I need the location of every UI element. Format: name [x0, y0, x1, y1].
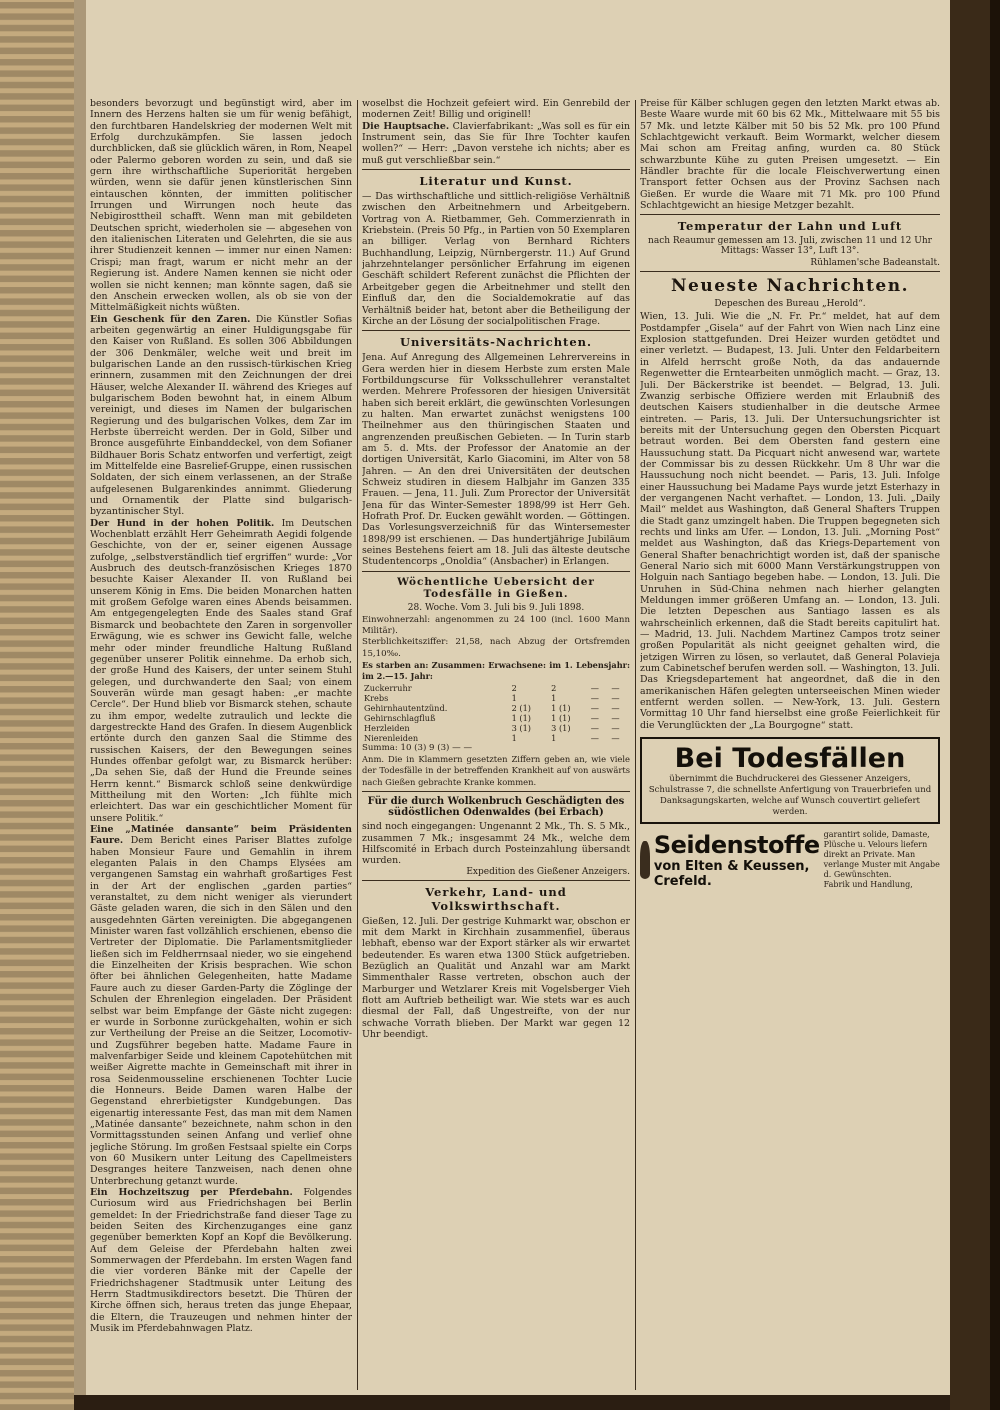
table-cell: Zuckerruhr [364, 682, 412, 693]
table-row [362, 683, 630, 693]
section-heading-odenwald: Für die durch Wolkenbruch Geschädigten des südöstlichen Odenwaldes (bei Erbach) [367, 796, 625, 819]
article-hauptsache-head: Die Hauptsache. [362, 120, 450, 132]
divider [640, 271, 940, 272]
table-cell: — [611, 722, 620, 733]
section-odenwald-body: sind noch eingegangen: Ungenannt 2 Mk., Th. S. 5 Mk., zusammen 7 Mk.; insgesammt 24 Mk., welche dem Hilfscomité in Erbach durch Posteinzahlung übersandt wurden. [362, 821, 630, 867]
article-hund [90, 518, 352, 824]
advertisement-seidenstoffe-title: Seidenstoffe [653, 831, 820, 860]
section-heading-nachrichten: Neueste Nachrichten. [670, 276, 910, 297]
todesfaelle-population: Einwohnerzahl: angenommen zu 24 100 (incl. 1600 Mann Militär). [362, 614, 630, 637]
table-row [362, 723, 630, 733]
table-cell: — [611, 692, 620, 703]
table-row [362, 733, 630, 743]
article-matinee-body: Dem Bericht eines Pariser Blattes zufolge haben Monsieur Faure und Gemahlin in ihrem eleganten Palais in den Champs Elysées am vergangenen Samstag ein wahrhaft großartiges Fest in der Art der englischen „garden parties“ veranstaltet, zu dem nicht weniger als vierundert Gäste geladen waren, die sich in den Sälen und den ausgedehnten Gärten vereinigten. Die abgegangenen Minister waren fast vollzählich erschienen, ebenso die Vertreter der Diplomatie. Die Parlamentsmitglieder ließen sich im Feldherrnsaal nieder, wo sie eingehend die Einzelheiten der Krisis besprachen. Wie schon öfter bei ähnlichen Gelegenheiten, hatte Madame Faure auch zu dieser Garden-Party die Zöglinge der Schulen der Ehrenlegion eingeladen. Der Präsident selbst war beim Empfange der Gäste nicht zugegen: er wurde in Sorbonne zurückgehalten, wohin er sich zur Vertheilung der Preise an die Seitzer, Locomotiv- und Zugsführer begeben hatte. Madame Faure in malvenfarbiger Seide und kleinem Capotehütchen mit weißer Aigrette machte in Gemeinschaft mit ihrer in rosa Seidenmousseline erschienenen Tochter Lucie die Honneurs. Beide Damen waren Halbe der Gegenstand ehrerbietigster Kundgebungen. Das eigenartig interessante Fest, das man mit dem Namen „Matinée dansante“ bezeichnete, nahm schon in den Vormittagsstunden seinen Anfang und verlief ohne jegliche Störung. Im großen Festsaal spielte ein Corps von 60 Musikern unter Leitung des Capellmeisters Desgranges heitere Tanzweisen, nach denen ohne Unterbrechung getanzt wurde. [90, 835, 352, 1187]
section-heading-universitaet: Universitäts-Nachrichten. [399, 335, 593, 350]
article-hund-head: Der Hund in der hohen Politik. [90, 517, 275, 529]
article-hauptsache-body: Clavierfabrikant: „Was soll es für ein Instrument sein, das Sie für Ihre Tochter kaufen wollen?“ — Herr: „Davon verstehe ich nichts; aber es muß gut verschließbar sein.“ [362, 120, 630, 166]
column-rule [635, 100, 636, 1390]
table-cell: Gehirnschlagfluß [364, 712, 436, 723]
temperatur-signature: Rühlamen'sche Badeanstalt. [810, 258, 940, 269]
table-cell: Herzleiden [364, 722, 410, 733]
article-hauptsache [362, 121, 630, 166]
table-cell: 2 [511, 682, 517, 693]
divider [362, 571, 630, 572]
divider [362, 880, 630, 881]
advertisement-seidenstoffe-firm: von Elten & Keussen, Crefeld. [653, 859, 810, 890]
table-cell: 1 (1) [511, 712, 531, 723]
market-report: Preise für Kälber schlugen gegen den letzten Markt etwas ab. Beste Waare wurde mit 60 bis 62 Mk., Mittelwaare mit 55 bis 57 Mk. und letzte Kälber mit 50 bis 52 Mk. pro 100 Pfund Schlachtgewicht verkauft. Beim Wormarkt, welcher diesem Mai schon am Freitag anfing, wurden ca. 80 Stück schwarzbunte Kühe zu guten Preisen umgesetzt. — Ein Händler brachte für die locale Fleischverwertung einen Transport fetter Ochsen aus der Provinz Sachsen nach Gießen. Er wurde die Waare mit 71 Mk. pro 100 Pfund Schlachtgewicht an hiesige Metzger bezahlt. [640, 98, 940, 212]
article-intro: besonders bevorzugt und begünstigt wird, aber im Innern des Herzens halten sie um für wenig befähigt, den furchtbaren Handelskrieg der modernen Welt mit Erfolg durchzukämpfen. Sie lassen jedoch durchblicken, daß sie glücklich wären, in Rom, Neapel oder Palermo geboren worden zu sein, und daß sie gern ihre wirthschaftliche Superiorität hergeben würden, wenn sie dafür jenen künstlerischen Sinn eintauschen könnten, der immitten politischer Irrungen und Wirrungen noch heute das Nebigirosttheil schafft. Wenn man mit gebildeten Deutschen spricht, wiederholen sie — abgesehen von den italienischen Literaten und Gelehrten, die sie aus ihrer Studienzeit kennen — immer nur einen Namen: Crispi; man fragt, warum er nicht mehr an der Regierung ist. Andere Namen kennen sie nicht oder wollen sie nicht kennen; man könnte sagen, daß sie den Anschein erwecken wollen, als ob sie von der Mittelmäßigkeit nichts wüßten. [90, 98, 352, 314]
table-cell: — [590, 722, 599, 733]
column-3 [640, 98, 940, 1392]
section-odenwald-signature: Expedition des Gießener Anzeigers. [466, 866, 630, 877]
section-heading-verkehr: Verkehr, Land- und Volkswirthschaft. [425, 884, 567, 913]
table-cell: — [590, 732, 599, 743]
table-cell: Gehirnhautentzünd. [364, 702, 448, 713]
table-cell: 3 (1) [551, 722, 571, 733]
table-cell: 1 [511, 732, 517, 743]
table-cell: — [590, 712, 599, 723]
article-zar [90, 314, 352, 518]
table-cell: 2 (1) [511, 702, 531, 713]
column-1 [90, 98, 352, 1392]
advertisement-seidenstoffe-text: garantirt solide, Damaste, Plüsche u. Velours liefern direkt an Private. Man verlange Muster mit Angabe d. Gewünschten. [823, 830, 940, 880]
todesfaelle-sum: Summa: 10 (3) 9 (3) — — [362, 742, 473, 753]
table-cell: 1 (1) [551, 702, 571, 713]
todesfaelle-note: Anm. Die in Klammern gesetzten Ziffern geben an, wie viele der Todesfälle in der betreffenden Krankheit auf von auswärts nach Gießen gebrachte Kranke kommen. [362, 754, 630, 787]
todesfaelle-table [362, 683, 630, 743]
table-cell: 3 (1) [511, 722, 531, 733]
table-cell: 2 [551, 682, 557, 693]
advertisement-todesfaelle-text: übernimmt die Buchdruckerei des Giessener Anzeigers, Schulstrasse 7, die schnellste Anfertigung von Trauerbriefen und Danksagungskarten, welche auf Wunsch couvertirt geliefert werden. [648, 774, 932, 818]
table-cell: 1 (1) [551, 712, 571, 723]
article-hund-body: Im Deutschen Wochenblatt erzählt Herr Geheimrath Aegidi folgende Geschichte, von der er, seiner eigenen Aussage zufolge, „selbstverständlich tief ergriffen“ wurde: „Vor Ausbruch des deutsch-französischen Krieges 1870 besuchte Kaiser Alexander II. von Rußland bei unserem König in Ems. Die beiden Monarchen hatten mit großem Gefolge waren eines Abends beisammen. Am entgegengelegten Ende des Saales stand Graf Bismarck und beobachtete den Zaren in sorgenvoller Erwägung, wie es schwer ins Gewicht falle, welche mehr oder minder freundliche Haltung Rußland gegenüber unserer Politik einnehme. Da erhob sich, der große Hund des Kaisers, der unter seinem Stuhl gelegen, und durchwanderte den Saal; von einem Souverän würde man gesagt haben: „er machte Cercle“. Der Hund blieb vor Bismarck stehen, schaute zu ihm empor, wedelte zutraulich und leckte die dargestreckte Hand des Grafen. In diesem Augenblick ertönte durch den ganzen Saal die Stimme des russischen Kaisers, der den Bewegungen seines Hundes offenbar gefolgt war, zu Bismarck herüber: „Da sehen Sie, daß der Hund die Freunde seines Herrn kennt.“ Bismarck schloß seine denkwürdige Mittheilung mit den Worten: „Ich fühlte mich erleichtert. Das war ein geschichtlicher Moment für unsere Politik.“ [90, 517, 352, 824]
table-cell: — [611, 682, 620, 693]
article-zar-body: Die Künstler Sofias arbeiten gegenwärtig an einer Huldigungsgabe für den Kaiser von Rußland. Es sollen 306 Abbildungen der 306 Denkmäler, welche weit und breit im bulgarischen Lande an den russisch-türkischen Krieg erinnern, zusammen mit den Zeichnungen der drei Häuser, welche Alexander II. während des Krieges auf bulgarischem Boden bewohnt hat, in einem Album vereinigt, und dieses im Namen der bulgarischen Regierung und des bulgarischen Volkes, dem Zar im Herbste überreicht werden. Der in Gold, Silber und Bronce ausgeführte Einbanddeckel, von dem Sofianer Bildhauer Boris Schatz entworfen und verfertigt, zeigt im Mittelfelde eine Basrelief-Gruppe, einen russischen Soldaten, der sich einem verlassenen, an der Straße aufgelesenen Bulgarenkindes annimmt. Gliederung und Ornamentik der Platte sind bulgarisch-byzantinischer Styl. [90, 313, 352, 518]
advertisement-seidenstoffe [640, 830, 940, 890]
temperatur-body: nach Reaumur gemessen am 13. Juli, zwischen 11 und 12 Uhr Mittags: Wasser 13°, Luft 13°. [648, 236, 932, 257]
table-cell: 1 [511, 692, 517, 703]
article-matinee [90, 824, 352, 1187]
divider [362, 791, 630, 792]
todesfaelle-rate: Sterblichkeitsziffer: 21,58, nach Abzug der Ortsfremden 15,10‰. [362, 637, 630, 659]
table-cell: — [590, 692, 599, 703]
table-row [362, 703, 630, 713]
divider [362, 169, 630, 170]
table-cell: — [611, 732, 620, 743]
table-cell: 1 [551, 732, 557, 743]
article-matinee-head: Eine „Matinée dansante“ beim Präsidenten Faure. [90, 824, 352, 847]
divider [362, 330, 630, 331]
table-cell: — [590, 702, 599, 713]
section-universitaet-body: Jena. Auf Anregung des Allgemeinen Lehrervereins in Gera werden hier in diesem Herbste zum ersten Male Fortbildungscurse für Volksschullehrer veranstaltet werden. Mehrere Professoren der hiesigen Universität haben sich bereit erklärt, die gewünschten Vorlesungen zu halten. Man erwartet zunächst wenigstens 100 Theilnehmer aus den thüringischen Staaten und angrenzenden preußischen Gebieten. — In Turin starb am 5. d. Mts. der Professor der Anatomie an der dortigen Universität, Karlo Giacomini, im Alter von 58 Jahren. — An den drei Universitäten der deutschen Schweiz studiren in diesem Halbjahr im Ganzen 335 Frauen. — Jena, 11. Juli. Zum Prorector der Universität Jena für das Winter-Semester 1898/99 ist Herr Geh. Hofrath Prof. Dr. Eucken gewählt worden. — Göttingen. Das Vorlesungsverzeichniß für das Wintersemester 1898/99 ist erschienen. — Das hundertjährige Jubiläum seines Bestehens feiert am 18. Juli das älteste deutsche Studentencorps „Onoldia“ (Ansbacher) in Erlangen. [362, 352, 630, 568]
nachrichten-source: Depeschen des Bureau „Herold“. [714, 299, 866, 310]
article-zar-head: Ein Geschenk für den Zaren. [90, 313, 251, 325]
section-heading-literatur: Literatur und Kunst. [419, 174, 573, 189]
table-cell: Nierenleiden [364, 732, 419, 743]
section-heading-temperatur: Temperatur der Lahn und Luft [677, 219, 903, 234]
table-row [362, 713, 630, 723]
column-rule [357, 100, 358, 1390]
section-verkehr-body: Gießen, 12. Juli. Der gestrige Kuhmarkt war, obschon er mit dem Markt in Kirchhain zusammenfiel, überaus lebhaft, ebenso war der Export stärker als wir erwartet bedeutender. Es waren etwa 1300 Stück aufgetrieben. Bezüglich an Qualität und Anzahl war am Markt Simmenthaler Rasse vertreten, obschon auch der Marburger und Wetzlarer Kreis mit Vogelsberger Vieh flott am Auftrieb betheiligt war. Wie stets war es auch diesmal der Fall, daß Ungestreifte, von der nur schwache Vorrath blieben. Der Markt war gegen 12 Uhr beendigt. [362, 915, 630, 1040]
section-literatur-body: — Das wirthschaftliche und sittlich-religiöse Verhältniß zwischen den Arbeitnehmern und Arbeitgebern. Vortrag von A. Rietbammer, Geh. Commerzienrath in Kriebstein. (Preis 50 Pfg., in Partien von 50 Exemplaren an billiger. Verlag von Bernhard Richters Buchhandlung, Leipzig, Nürnbergerstr. 11.) Auf Grund jahrzehntelanger persönlicher Erfahrung im eigenen Geschäft schildert Referent zunächst die Pflichten der Arbeitgeber gegen die Arbeitnehmer und stellt den Einfluß dar, den die Socialdemokratie auf das Verhältniß beider hat, betont aber die Betheiligung der Kirche an der Lösung der socialpolitischen Frage. [362, 191, 630, 327]
todesfaelle-header: Es starben an: Zusammen: Erwachsene: im 1. Lebensjahr: im 2.—15. Jahr: [362, 660, 630, 682]
column-2 [362, 98, 630, 1392]
table-row [362, 693, 630, 703]
company-logo-icon [640, 841, 650, 879]
article-genrebild: woselbst die Hochzeit gefeiert wird. Ein Genrebild der modernen Zeit! Billig und originell! [362, 98, 630, 121]
table-cell: — [611, 702, 620, 713]
section-heading-todesfaelle: Wöchentliche Uebersicht der Todesfälle in Gießen. [397, 575, 595, 600]
article-hochzeitszug-head: Ein Hochzeitszug per Pferdebahn. [90, 1187, 293, 1198]
advertisement-todesfaelle-title: Bei Todesfällen [674, 743, 906, 775]
table-cell: Krebs [364, 692, 389, 703]
article-hochzeitszug-body: Folgendes Curiosum wird aus Friedrichshagen bei Berlin gemeldet: In der Friedrichstraße fand dieser Tage zu beiden Seiten des Kirchenzuganges eine ganz gegenüber bemerkten Kopf an Kopf die Bevölkerung. Auf dem Geleise der Pferdebahn halten zwei Sommerwagen der Pferdebahn. Im ersten Wagen fand die vier vorderen Bänke mit der Capelle der Friedrichshagener Stadtmusik unter Leitung des Herrn Stadtmusikdirectors besetzt. Die Thüren der Kirche öffnen sich, heraus treten das junge Ehepaar, die Eltern, die Trauzeugen und nehmen hinter der Musik im Pferdebahnwagen Platz. [90, 1187, 352, 1335]
nachrichten-body: Wien, 13. Juli. Wie die „N. Fr. Pr.“ meldet, hat auf dem Postdampfer „Gisela“ auf der Fahrt von Wien nach Linz eine Explosion stattgefunden. Drei Heizer wurden getödtet und einer verletzt. — Budapest, 13. Juli. Unter den Feldarbeitern in Alfeld herrscht große Noth, da das andauernde Regenwetter die Erntearbeiten unmöglich macht. — Graz, 13. Juli. Der Bäckerstrike ist beendet. — Belgrad, 13. Juli. Zwanzig serbische Offiziere werden mit Erlaubniß des deutschen Kaisers studienhalber in die deutsche Armee eintreten. — Paris, 13. Juli. Der Untersuchungsrichter ist bereits mit der Untersuchung gegen den Obersten Picquart betraut worden. Bei dem Obersten fand gestern eine Haussuchung statt. Da Picquart nicht anwesend war, wartete der Commissar bis zu dessen Rückkehr. Um 8 Uhr war die Haussuchung noch nicht beendet. — Paris, 13. Juli. Infolge einer Haussuchung bei Madame Pays wurde jetzt Esterhazy in der vergangenen Nacht verhaftet. — London, 13. Juli. „Daily Mail“ meldet aus Washington, daß General Shafters Truppen die Stadt ganz umzingelt haben. Die Truppen begegneten sich rechts und links am Ufer. — London, 13. Juli. „Morning Post“ meldet aus Washington, daß das Kriegs-Departement von General Shafter benachrichtigt worden ist, daß der spanische General Nario sich mit 6000 Mann Verstärkungstruppen von Holguin nach Santiago begeben habe. — London, 13. Juli. Die Unruhen in Süd-China nehmen nach hierher gelangten Meldungen immer größeren Umfang an. — London, 13. Juli. Die letzten Depeschen aus Santiago lassen es als wahrscheinlich erkennen, daß die Stadt bereits capitulirt hat. — Madrid, 13. Juli. Nachdem Martinez Campos trotz seiner großen Popularität als nicht geeignet gehalten wird, die jetzigen Wirren zu lösen, so verlautet, daß General Polavieja zum Cabinetschef berufen werden soll. — Washington, 13. Juli. Das Kriegsdepartement hat angeordnet, daß die in den amerikanischen Häfen gelegten unterseeischen Minen wieder entfernt werden sollen. — New-York, 13. Juli. Gestern Vormittag 10 Uhr fand hierselbst eine große Feierlichkeit für die Verunglückten der „La Bourgogne“ statt. [640, 311, 940, 731]
article-hochzeitszug [90, 1187, 352, 1334]
advertisement-seidenstoffe-tag: Fabrik und Handlung, [823, 880, 913, 890]
divider [640, 214, 940, 215]
table-cell: 1 [551, 692, 557, 703]
table-cell: — [590, 682, 599, 693]
advertisement-todesfaelle [640, 737, 940, 824]
todesfaelle-week: 28. Woche. Vom 3. Juli bis 9. Juli 1898. [407, 602, 585, 613]
table-cell: — [611, 712, 620, 723]
